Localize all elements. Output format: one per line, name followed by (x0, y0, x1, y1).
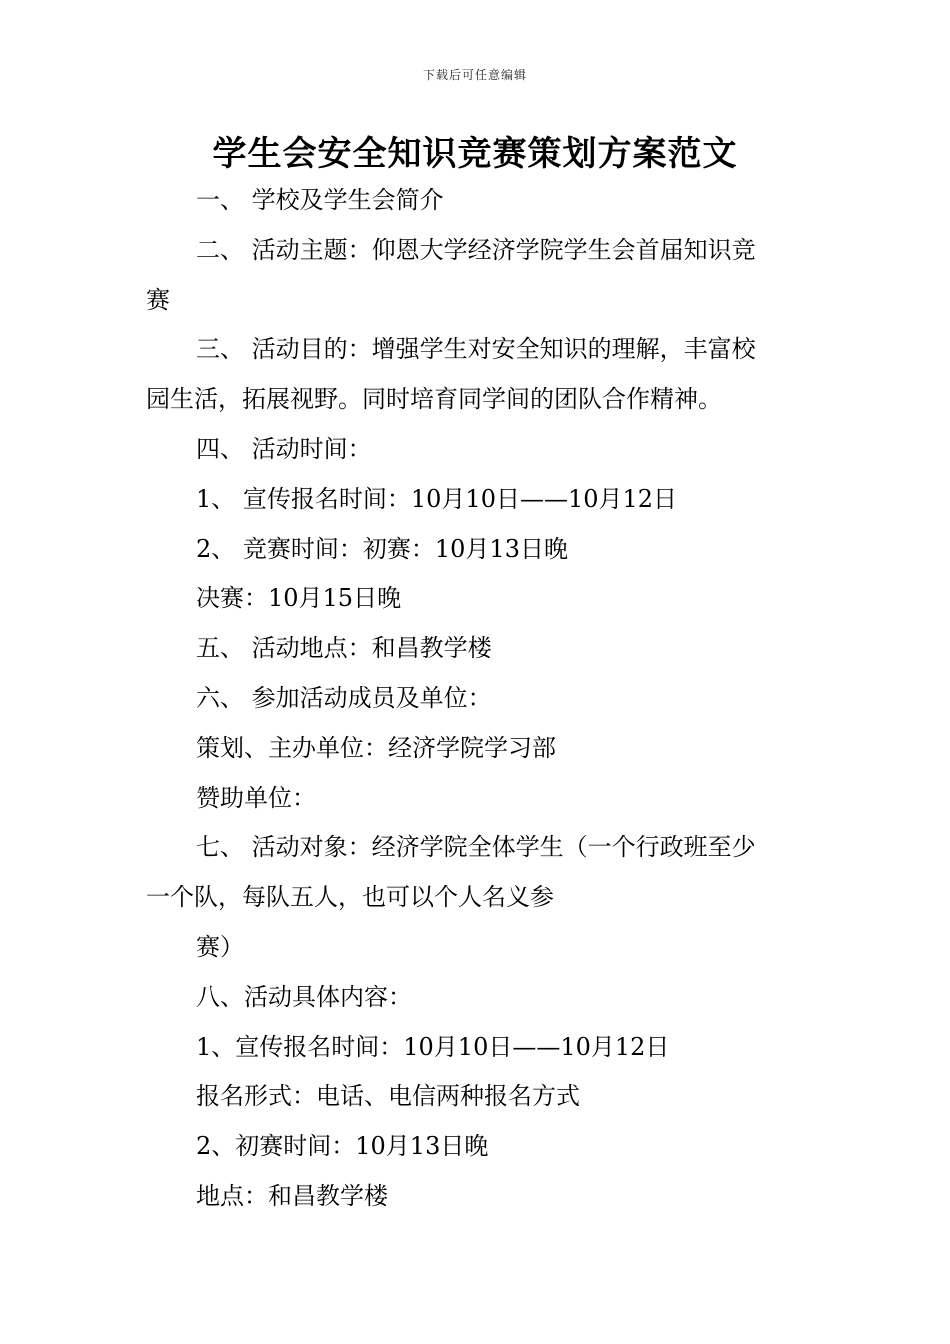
document-body (146, 176, 810, 1222)
page-header-note: 下载后可任意编辑 (422, 68, 527, 82)
section-4-final-line: 决赛：10月15日晚 (196, 584, 402, 613)
section-8-line: 八、活动具体内容： (196, 982, 412, 1011)
section-7-continuation: 一个队，每队五人，也可以个人名义参 (146, 883, 554, 912)
section-5-line: 五、 活动地点：和昌教学楼 (196, 634, 492, 663)
section-6-organizer: 策划、主办单位：经济学院学习部 (196, 733, 556, 762)
section-6-sponsor: 赞助单位： (196, 783, 316, 812)
section-6-line: 六、 参加活动成员及单位： (196, 683, 492, 712)
section-3-continuation: 园生活，拓展视野。同时培育同学间的团队合作精神。 (146, 385, 722, 414)
section-4-line: 四、 活动时间： (196, 434, 372, 463)
document-title: 学生会安全知识竞赛策划方案范文 (212, 134, 738, 174)
section-4-item-1: 1、 宣传报名时间：10月10日——10月12日 (196, 484, 678, 513)
section-7-line: 七、 活动对象：经济学院全体学生（一个行政班至少 (196, 833, 756, 862)
section-8-item-1: 1、宣传报名时间：10月10日——10月12日 (196, 1032, 670, 1061)
section-2-line: 二、 活动主题：仰恩大学经济学院学生会首届知识竞 (196, 235, 756, 264)
section-8-item-2: 2、初赛时间：10月13日晚 (196, 1132, 489, 1161)
section-1-line: 一、 学校及学生会简介 (196, 186, 444, 214)
section-7-end: 赛） (196, 932, 244, 961)
section-4-item-2: 2、 竞赛时间：初赛：10月13日晚 (196, 534, 568, 563)
section-3-line: 三、 活动目的：增强学生对安全知识的理解，丰富校 (196, 335, 756, 364)
section-8-signup-form: 报名形式：电话、电信两种报名方式 (196, 1082, 580, 1111)
section-8-location: 地点：和昌教学楼 (196, 1181, 388, 1210)
section-2-continuation: 赛 (146, 285, 170, 314)
